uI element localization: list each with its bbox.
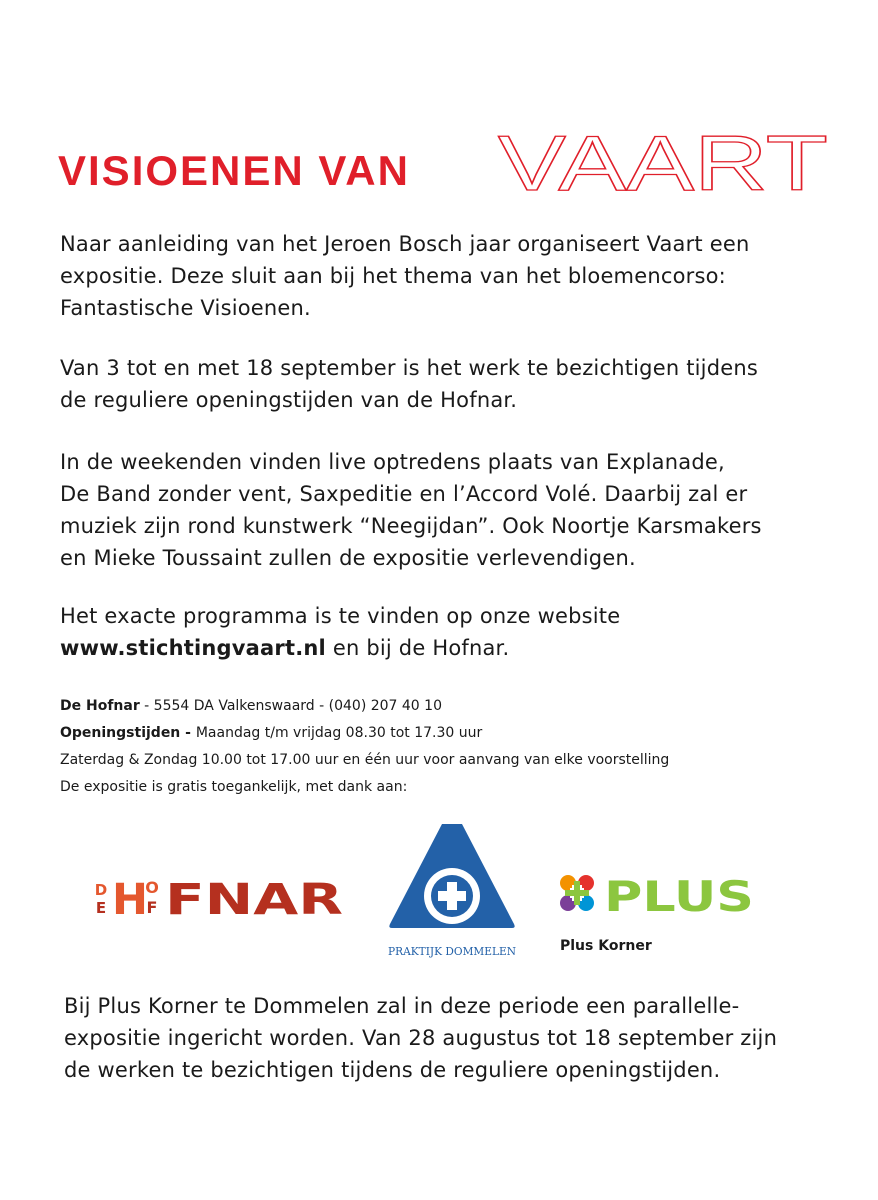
clover-icon — [560, 875, 594, 911]
weekends-paragraph — [60, 446, 820, 574]
weekend-hours-line: Zaterdag & Zondag 10.00 tot 17.00 uur en één uur voor aanvang van elke voorstelling — [60, 752, 670, 768]
venue-line — [60, 693, 820, 720]
program-line: Het exacte programma is te vinden op onze website — [60, 604, 621, 628]
hofnar-logo-de-e: E — [95, 899, 107, 917]
venue-label: De Hofnar — [60, 698, 140, 714]
dates-line: de reguliere openingstijden van de Hofnar. — [60, 388, 518, 412]
intro-paragraph — [60, 228, 820, 324]
hofnar-logo-h: H — [112, 875, 148, 918]
venue-details: - 5554 DA Valkenswaard - (040) 207 40 10 — [139, 698, 442, 714]
dates-line: Van 3 tot en met 18 september is het werk te bezichtigen tijdens — [60, 356, 759, 380]
plus-wordmark: PLUS — [604, 872, 754, 916]
hofnar-logo — [92, 872, 344, 918]
free-entry-line: De expositie is gratis toegankelijk, met dank aan: — [60, 779, 408, 795]
closing-line: expositie ingericht worden. Van 28 augustus tot 18 september zijn — [64, 1026, 778, 1050]
hofnar-logo-small-o: O — [145, 878, 159, 897]
weekends-line: In de weekenden vinden live optredens plaats van Explanade, — [60, 450, 725, 474]
closing-line: Bij Plus Korner te Dommelen zal in deze periode een parallelle- — [64, 994, 740, 1018]
title-bold-text: VISIOENEN VAN — [58, 147, 410, 194]
intro-line: expositie. Deze sluit aan bij het thema van het bloemencorso: — [60, 264, 726, 288]
praktijk-dommelen-logo — [386, 822, 518, 960]
vaart-wordmark — [498, 119, 828, 207]
hours-label: Openingstijden - — [60, 725, 196, 741]
weekends-line: en Mieke Toussaint zullen de expositie verlevendigen. — [60, 546, 636, 570]
praktijk-name: PRAKTIJK DOMMELEN — [388, 945, 517, 958]
plus-logo — [558, 872, 758, 916]
plus-caption: Plus Korner — [560, 938, 652, 954]
hofnar-logo-small-f: F — [146, 898, 158, 917]
hours-line — [60, 720, 820, 747]
closing-paragraph — [64, 990, 824, 1086]
vaart-wordmark-text: VAART — [498, 119, 828, 207]
weekends-line: De Band zonder vent, Saxpeditie en l’Accord Volé. Daarbij zal er — [60, 482, 748, 506]
website-link[interactable]: www.stichtingvaart.nl — [60, 636, 326, 660]
intro-line: Naar aanleiding van het Jeroen Bosch jaar organiseert Vaart een — [60, 232, 750, 256]
hofnar-logo-de-d: D — [94, 881, 108, 899]
intro-line: Fantastische Visioenen. — [60, 296, 311, 320]
closing-line: de werken te bezichtigen tijdens de reguliere openingstijden. — [64, 1058, 721, 1082]
cross-horizontal-icon — [438, 891, 466, 901]
hours-weekdays: Maandag t/m vrijdag 08.30 tot 17.30 uur — [195, 725, 483, 741]
info-block — [60, 693, 820, 801]
program-paragraph — [60, 600, 820, 664]
dates-paragraph — [60, 352, 820, 416]
program-line-2 — [60, 632, 820, 664]
weekends-line: muziek zijn rond kunstwerk “Neegijdan”. Ook Noortje Karsmakers — [60, 514, 762, 538]
program-line-rest: en bij de Hofnar. — [325, 636, 510, 660]
hofnar-logo-rest: FNAR — [165, 875, 343, 918]
